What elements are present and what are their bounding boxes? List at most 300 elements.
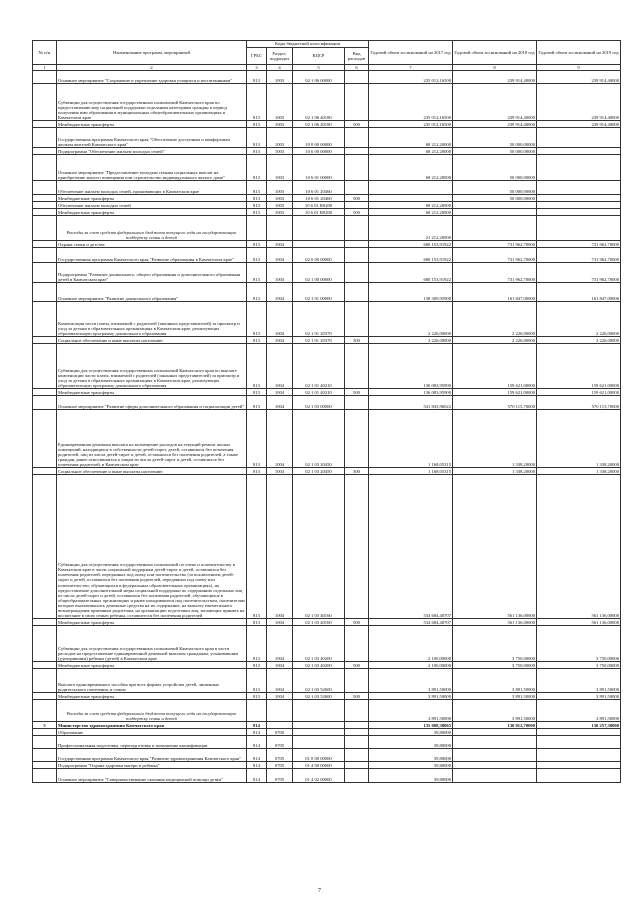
row-value-2018 [453, 216, 537, 241]
row-value-2017: 68 212,20000 [369, 202, 453, 209]
row-value-2017: 138 309,95900 [369, 283, 453, 302]
row-name: Субвенции для осуществления государственных полномочий Камчатского края в части расходов на предоставление единовременной денежной выплаты гражданам, усыновившим (удочерившим) ребенка (детей) в Камчатском крае [57, 626, 247, 662]
row-grbs: 813 [247, 195, 267, 202]
row-vr [345, 769, 369, 783]
row-name: Социальное обеспечение и иные выплаты населению [57, 468, 247, 475]
row-value-2017: 534 684,40707 [369, 475, 453, 619]
row-number [33, 148, 57, 155]
row-ksr: 10 6 01 R0200 [293, 202, 345, 209]
row-name: Межбюджетные трансферты [57, 619, 247, 626]
row-value-2019: 570 115,70000 [537, 396, 621, 410]
row-vr [345, 729, 369, 736]
row-number [33, 209, 57, 216]
table-row [33, 693, 621, 700]
row-vr [345, 410, 369, 468]
row-value-2017: 3 891,50000 [369, 693, 453, 700]
row-vr: 500 [345, 662, 369, 669]
row-value-2018 [453, 736, 537, 749]
table-row [33, 396, 621, 410]
row-name: Межбюджетные трансферты [57, 662, 247, 669]
row-name: Охрана семьи и детства [57, 241, 247, 248]
row-value-2017: 136 083,95900 [369, 389, 453, 396]
header-index: 8 [453, 65, 537, 71]
table-row [33, 202, 621, 209]
row-name: Расходы за счет средств федерального бюджета текущего года на государственную поддержку семьи и детей [57, 700, 247, 722]
row-grbs: 813 [247, 475, 267, 619]
table-row [33, 700, 621, 722]
row-grbs: 813 [247, 148, 267, 155]
table-row [33, 283, 621, 302]
row-vr [345, 749, 369, 762]
row-vr [345, 155, 369, 181]
row-ksr: 02 1 01 00000 [293, 283, 345, 302]
row-number [33, 71, 57, 84]
row-value-2019: 1 338,20000 [537, 410, 621, 468]
row-ksr: 02 1 01 40210 [293, 344, 345, 389]
row-ksr: 02 1 06 40180 [293, 84, 345, 121]
row-section: 1003 [267, 71, 293, 84]
row-grbs: 813 [247, 202, 267, 209]
header-ksr: КЦСР [293, 48, 345, 65]
header-section: Раздел, подраздел [267, 48, 293, 65]
header-2018: Годовой объем ассигнований на 2018 год [453, 41, 537, 65]
row-vr [345, 181, 369, 195]
row-value-2018: 3 891,50000 [453, 669, 537, 693]
row-value-2019: 159 621,00000 [537, 389, 621, 396]
row-name: Подпрограмма "Обеспечение жильем молодых семей" [57, 148, 247, 155]
row-vr [345, 241, 369, 248]
row-value-2018: 50 000,00000 [453, 155, 537, 181]
row-vr [345, 475, 369, 619]
row-value-2017: 680 153,91922 [369, 263, 453, 283]
row-value-2018: 3 891,50000 [453, 700, 537, 722]
row-value-2017: 39,80000 [369, 749, 453, 762]
row-number [33, 155, 57, 181]
row-number [33, 729, 57, 736]
row-value-2017: 68 212,20000 [369, 209, 453, 216]
row-value-2018 [453, 762, 537, 769]
row-section: 1003 [267, 155, 293, 181]
row-name: Государственная программа Камчатского края "Развитие образования в Камчатском крае" [57, 248, 247, 263]
row-value-2017: 235 012,16500 [369, 71, 453, 84]
row-value-2019: 3 891,50000 [537, 669, 621, 693]
budget-table [32, 40, 621, 783]
row-value-2019: 161 847,00000 [537, 283, 621, 302]
row-section: 1003 [267, 148, 293, 155]
row-name: Межбюджетные трансферты [57, 195, 247, 202]
row-grbs: 813 [247, 389, 267, 396]
row-value-2017: 21 212,20000 [369, 216, 453, 241]
row-section: 1004 [267, 344, 293, 389]
table-row [33, 241, 621, 248]
row-value-2018: 50 000,00000 [453, 148, 537, 155]
row-number [33, 762, 57, 769]
row-name: Единовременная денежная выплата на возмещение расходов на текущий ремонт жилых помещений, находящихся в собственности детей-сирот, детей, оставшихся без попечения родителей, лиц из числа детей-сирот и детей, оставшихся без попечения родителей, а также граждан, ранее относившихся к лицам из числа детей-сирот и детей, оставшихся без попечения родителей, в Камчатском крае [57, 410, 247, 468]
row-grbs: 813 [247, 263, 267, 283]
row-value-2018: 130 012,70000 [453, 722, 537, 729]
row-section: 1003 [267, 209, 293, 216]
row-name: Подпрограмма "Развитие дошкольного, общего образования и дополнительного образования детей в Камчатском крае" [57, 263, 247, 283]
row-section: 1003 [267, 128, 293, 148]
row-value-2019: 561 136,00000 [537, 475, 621, 619]
row-grbs: 813 [247, 693, 267, 700]
row-number [33, 248, 57, 263]
row-value-2017: 39,80000 [369, 769, 453, 783]
row-name: Межбюджетные трансферты [57, 121, 247, 128]
row-number [33, 626, 57, 662]
row-vr: 500 [345, 195, 369, 202]
row-value-2018: 239 914,40000 [453, 121, 537, 128]
row-value-2019: 159 621,00000 [537, 344, 621, 389]
row-grbs: 813 [247, 337, 267, 344]
row-value-2017: 3 891,50000 [369, 669, 453, 693]
header-index: 4 [267, 65, 293, 71]
row-name: Расходы за счет средств федерального бюджета текущего года на государственную поддержку семьи и детей [57, 216, 247, 241]
table-row [33, 762, 621, 769]
row-value-2019: 731 962,70000 [537, 263, 621, 283]
row-grbs: 813 [247, 302, 267, 337]
row-grbs: 814 [247, 729, 267, 736]
row-value-2017: 1 168,05315 [369, 468, 453, 475]
row-vr: 500 [345, 209, 369, 216]
table-row [33, 626, 621, 662]
row-number [33, 337, 57, 344]
row-value-2019 [537, 148, 621, 155]
header-name: Наименование программ, мероприятий [57, 41, 247, 65]
row-value-2018: 3 750,00000 [453, 662, 537, 669]
row-value-2017: 68 212,20000 [369, 155, 453, 181]
table-row [33, 128, 621, 148]
row-ksr [293, 241, 345, 248]
row-name: Основное мероприятие "Совершенствование оказания медицинской помощи детям" [57, 769, 247, 783]
row-grbs: 814 [247, 769, 267, 783]
table-row [33, 148, 621, 155]
header-grbs: ГРБС [247, 48, 267, 65]
row-vr [345, 148, 369, 155]
row-section: 1003 [267, 181, 293, 195]
row-value-2019: 3 891,50000 [537, 693, 621, 700]
row-value-2018 [453, 202, 537, 209]
row-ksr: 02 1 03 52600 [293, 669, 345, 693]
row-ksr: 02 1 06 00000 [293, 71, 345, 84]
row-number [33, 468, 57, 475]
row-value-2018: 561 136,00000 [453, 475, 537, 619]
table-row [33, 344, 621, 389]
row-value-2019: 3 891,50000 [537, 700, 621, 722]
row-value-2019 [537, 195, 621, 202]
row-ksr [293, 722, 345, 729]
row-section: 1004 [267, 662, 293, 669]
header-index: 2 [57, 65, 247, 71]
row-value-2019: 3 750,00000 [537, 626, 621, 662]
row-section: 0705 [267, 769, 293, 783]
row-section: 1003 [267, 84, 293, 121]
row-name: Выплата единовременного пособия при всех формах устройства детей, лишенных родительского попечения, в семью [57, 669, 247, 693]
row-number [33, 241, 57, 248]
row-value-2017: 39,80000 [369, 762, 453, 769]
row-value-2018: 50 000,00000 [453, 128, 537, 148]
header-index: 5 [293, 65, 345, 71]
row-ksr: 02 1 03 40200 [293, 626, 345, 662]
table-row [33, 263, 621, 283]
row-value-2018: 3 891,50000 [453, 693, 537, 700]
row-value-2017: 68 212,20000 [369, 128, 453, 148]
row-name: Министерство здравоохранения Камчатского края [57, 722, 247, 729]
row-grbs: 813 [247, 669, 267, 693]
row-value-2017: 136 083,95900 [369, 344, 453, 389]
row-vr [345, 263, 369, 283]
row-value-2017: 135 008,38065 [369, 722, 453, 729]
row-value-2018: 1 338,20000 [453, 468, 537, 475]
row-grbs: 813 [247, 181, 267, 195]
header-2019: Годовой объем ассигнований на 2019 год [537, 41, 621, 65]
row-section: 1004 [267, 263, 293, 283]
row-ksr: 10 0 00 00000 [293, 128, 345, 148]
row-value-2019 [537, 181, 621, 195]
row-value-2017: 2 226,00000 [369, 337, 453, 344]
row-value-2018 [453, 769, 537, 783]
row-vr: 500 [345, 693, 369, 700]
row-section: 1004 [267, 302, 293, 337]
row-number [33, 344, 57, 389]
row-section: 1004 [267, 468, 293, 475]
row-ksr: 02 1 03 20450 [293, 468, 345, 475]
row-grbs: 813 [247, 155, 267, 181]
row-section [267, 722, 293, 729]
row-vr [345, 202, 369, 209]
row-ksr [293, 736, 345, 749]
row-value-2019 [537, 128, 621, 148]
table-row [33, 769, 621, 783]
table-row [33, 729, 621, 736]
row-vr: 300 [345, 337, 369, 344]
row-ksr: 02 1 03 20450 [293, 410, 345, 468]
row-grbs: 813 [247, 84, 267, 121]
table-row [33, 410, 621, 468]
table-row [33, 181, 621, 195]
row-value-2019: 239 914,40000 [537, 71, 621, 84]
row-number: 5 [33, 722, 57, 729]
row-grbs: 813 [247, 468, 267, 475]
header-index: 9 [537, 65, 621, 71]
header-index: 6 [345, 65, 369, 71]
row-number [33, 302, 57, 337]
row-name: Межбюджетные трансферты [57, 389, 247, 396]
row-value-2017: 1 168,05315 [369, 410, 453, 468]
table-row [33, 669, 621, 693]
row-section: 1004 [267, 396, 293, 410]
header-index: 3 [247, 65, 267, 71]
row-grbs: 814 [247, 736, 267, 749]
row-value-2019 [537, 209, 621, 216]
row-value-2019: 2 226,00000 [537, 302, 621, 337]
row-value-2019: 2 226,00000 [537, 337, 621, 344]
row-number [33, 693, 57, 700]
row-value-2018: 3 750,00000 [453, 626, 537, 662]
row-grbs: 814 [247, 722, 267, 729]
row-number [33, 769, 57, 783]
row-ksr: 02 1 03 40160 [293, 475, 345, 619]
row-section: 1003 [267, 202, 293, 209]
table-row [33, 337, 621, 344]
row-ksr: 02 1 01 20370 [293, 337, 345, 344]
row-number [33, 662, 57, 669]
row-ksr: 01 4 00 00000 [293, 762, 345, 769]
row-value-2018: 50 000,00000 [453, 181, 537, 195]
row-vr [345, 669, 369, 693]
row-ksr: 02 1 00 00000 [293, 263, 345, 283]
header-index: 7 [369, 65, 453, 71]
row-section [267, 216, 293, 241]
row-ksr: 10 6 01 20460 [293, 181, 345, 195]
row-vr [345, 283, 369, 302]
row-value-2019 [537, 736, 621, 749]
row-vr [345, 626, 369, 662]
row-value-2018: 159 621,00000 [453, 344, 537, 389]
row-value-2019 [537, 155, 621, 181]
header-codes: Коды бюджетной классификации [247, 41, 369, 48]
row-ksr: 02 1 03 40160 [293, 619, 345, 626]
row-ksr: 02 1 01 40210 [293, 389, 345, 396]
row-name: Основное мероприятие "Развитие дошкольного образования" [57, 283, 247, 302]
row-grbs: 813 [247, 626, 267, 662]
row-grbs: 813 [247, 241, 267, 248]
row-vr: 500 [345, 121, 369, 128]
row-number [33, 283, 57, 302]
row-number [33, 619, 57, 626]
row-value-2017: 39,80000 [369, 736, 453, 749]
row-number [33, 389, 57, 396]
row-number [33, 263, 57, 283]
row-ksr [293, 216, 345, 241]
row-section: 1004 [267, 241, 293, 248]
row-value-2018: 239 914,40000 [453, 71, 537, 84]
row-name: Субвенции для осуществления государственных полномочий Камчатского края по выплате компенсации части платы, взимаемой с родителей (законных представителей) за присмотр и уход за детьми в образовательных организациях в Камчатском крае, реализующих образовательную программу дошкольного образования [57, 344, 247, 389]
row-ksr: 01 0 00 00000 [293, 749, 345, 762]
row-grbs: 813 [247, 410, 267, 468]
row-grbs: 813 [247, 344, 267, 389]
table-row [33, 736, 621, 749]
row-value-2018: 2 226,00000 [453, 337, 537, 344]
row-value-2019: 239 914,40000 [537, 121, 621, 128]
row-section: 1004 [267, 248, 293, 263]
row-name: Основное мероприятие "Сохранение и укрепление здоровья учащихся и воспитанников" [57, 71, 247, 84]
row-value-2017: 3 891,50000 [369, 700, 453, 722]
row-vr [345, 700, 369, 722]
row-grbs: 814 [247, 749, 267, 762]
row-value-2018 [453, 209, 537, 216]
row-value-2019: 3 750,00000 [537, 662, 621, 669]
row-value-2019: 130 257,30000 [537, 722, 621, 729]
row-vr [345, 71, 369, 84]
row-grbs: 813 [247, 248, 267, 263]
table-row [33, 84, 621, 121]
row-vr [345, 248, 369, 263]
row-vr [345, 762, 369, 769]
header-no: № п/н [33, 41, 57, 65]
row-name: Государственная программа Камчатского края "Развитие здравоохранения Камчатского края" [57, 749, 247, 762]
table-row [33, 121, 621, 128]
row-section: 1004 [267, 626, 293, 662]
row-value-2017: 680 153,91922 [369, 241, 453, 248]
row-ksr [293, 729, 345, 736]
row-value-2018: 1 338,20000 [453, 410, 537, 468]
row-value-2017: 2 100,00000 [369, 626, 453, 662]
table-header [33, 41, 621, 71]
row-value-2017: 68 212,20000 [369, 148, 453, 155]
row-ksr: 10 6 01 20460 [293, 195, 345, 202]
row-grbs: 813 [247, 396, 267, 410]
row-section: 1004 [267, 410, 293, 468]
row-value-2018: 50 000,00000 [453, 195, 537, 202]
row-vr: 500 [345, 619, 369, 626]
row-value-2018: 731 962,70000 [453, 248, 537, 263]
table-row [33, 389, 621, 396]
row-value-2018 [453, 729, 537, 736]
row-value-2018: 239 914,40000 [453, 84, 537, 121]
table-row [33, 749, 621, 762]
row-name: Компенсация части платы, взимаемой с родителей (законных представителей) за присмотр и уход за детьми в образовательных организациях в Камчатском крае, реализующих образовательную программу дошкольного образования [57, 302, 247, 337]
row-value-2018: 2 226,00000 [453, 302, 537, 337]
row-number [33, 475, 57, 619]
row-section: 1004 [267, 475, 293, 619]
row-ksr [293, 700, 345, 722]
budget-page [32, 40, 620, 783]
row-grbs: 813 [247, 71, 267, 84]
row-value-2018: 731 962,70000 [453, 263, 537, 283]
header-index: 1 [33, 65, 57, 71]
row-value-2017: 534 684,40707 [369, 619, 453, 626]
table-row [33, 216, 621, 241]
row-section [267, 700, 293, 722]
row-ksr: 02 1 03 00000 [293, 396, 345, 410]
row-ksr: 01 4 02 00000 [293, 769, 345, 783]
table-row [33, 248, 621, 263]
row-value-2019 [537, 216, 621, 241]
row-vr [345, 344, 369, 389]
row-ksr: 02 1 03 40200 [293, 662, 345, 669]
row-name: Межбюджетные трансферты [57, 209, 247, 216]
row-number [33, 202, 57, 209]
row-value-2017: 2 100,00000 [369, 662, 453, 669]
row-value-2018: 161 847,00000 [453, 283, 537, 302]
row-vr [345, 216, 369, 241]
row-name: Межбюджетные трансферты [57, 693, 247, 700]
row-section: 1003 [267, 195, 293, 202]
row-number [33, 736, 57, 749]
row-number [33, 396, 57, 410]
row-section: 0705 [267, 762, 293, 769]
row-value-2017: 2 226,00000 [369, 302, 453, 337]
row-value-2017: 39,80000 [369, 729, 453, 736]
row-vr [345, 84, 369, 121]
row-ksr: 02 1 01 20370 [293, 302, 345, 337]
row-number [33, 216, 57, 241]
row-value-2017 [369, 195, 453, 202]
row-number [33, 195, 57, 202]
row-name: Субвенции для осуществления государственных полномочий по опеке и попечительству в Камчатском крае в части социальной поддержки детей-сирот и детей, оставшихся без попечения родителей, переданных под опеку или попечительство (за исключением детей-сирот и детей, оставшихся без попечения родителей, переданных под опеку или попечительство, обучающихся в федеральных образовательных организациях), на предоставление дополнительной меры социальной поддержки по содержанию отдельных лиц из числа детей-сирот и детей, оставшихся без попечения родителей, обучающихся в общеобразовательных организациях и ранее находившихся под попечительством, попечителям которых выплачивались денежные средства на их содержание, на выплату ежемесячного вознаграждения приемным родителям, на организацию подготовки лиц, желающих принять на воспитание в свою семью ребенка, оставшегося без попечения родителей [57, 475, 247, 619]
row-section: 1004 [267, 389, 293, 396]
row-value-2018 [453, 749, 537, 762]
row-vr: 500 [345, 389, 369, 396]
row-grbs: 813 [247, 662, 267, 669]
row-number [33, 410, 57, 468]
row-value-2019: 731 962,70000 [537, 248, 621, 263]
row-grbs [247, 216, 267, 241]
row-section: 0700 [267, 729, 293, 736]
row-grbs [247, 700, 267, 722]
row-ksr: 02 1 03 52600 [293, 693, 345, 700]
